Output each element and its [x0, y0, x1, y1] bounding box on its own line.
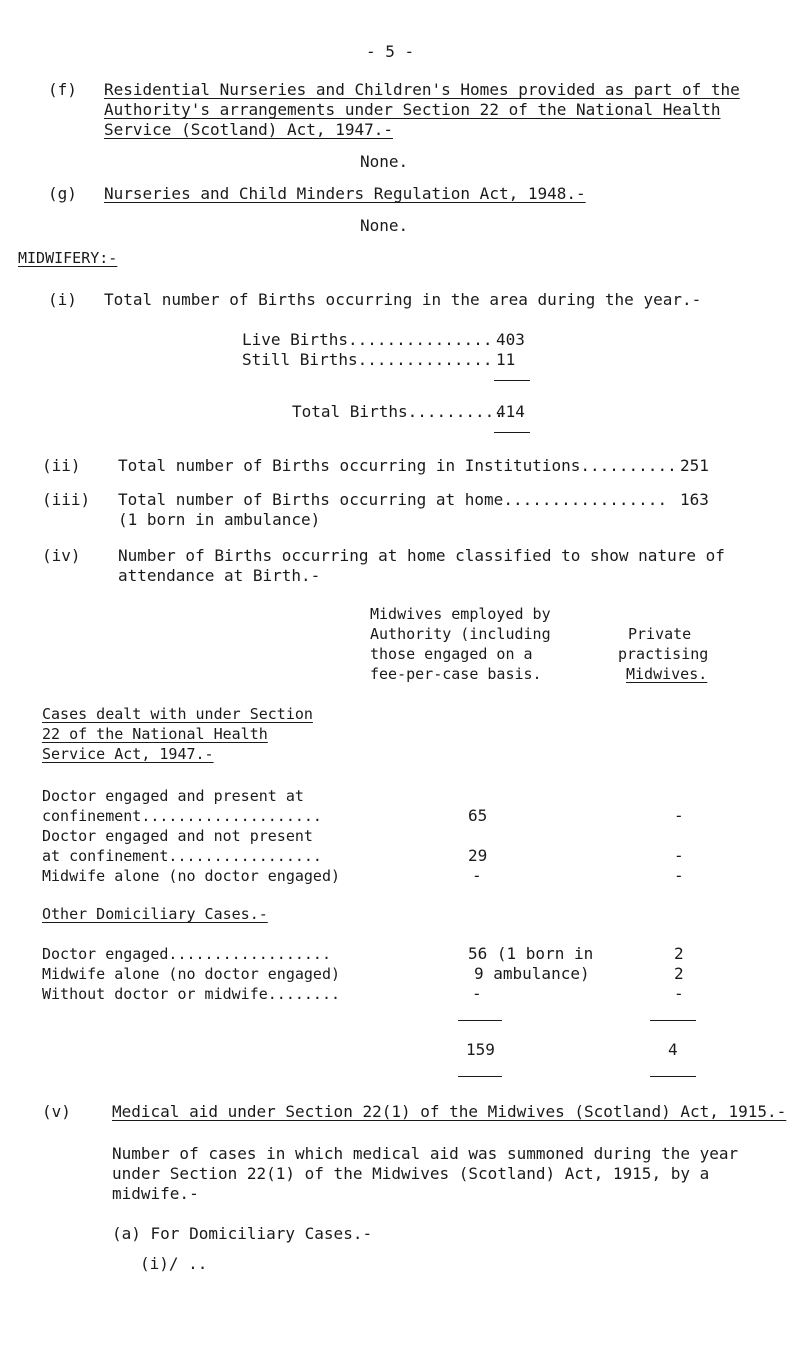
- table-row-label: Doctor engaged..................: [42, 945, 331, 963]
- table-total-col1: 159: [466, 1040, 495, 1059]
- item-iv-text-line-2: attendance at Birth.-: [118, 566, 321, 585]
- item-iii-note: (1 born in ambulance): [118, 510, 321, 529]
- table-row-label: Doctor engaged and not present: [42, 827, 313, 845]
- group1-heading-line-3: Service Act, 1947.-: [42, 745, 214, 763]
- col2-header-line-3: Midwives.: [626, 665, 708, 683]
- table-cell-col1: -: [472, 866, 482, 885]
- item-i-marker: (i): [48, 290, 77, 309]
- col1-header-line-3: those engaged on a: [370, 645, 533, 663]
- item-i-text: Total number of Births occurring in the area during the year.-: [104, 290, 702, 309]
- table-cell-col1: 9 ambulance): [474, 964, 590, 983]
- group1-heading-line-2: 22 of the National Health: [42, 725, 268, 743]
- table-row-label: at confinement.................: [42, 847, 322, 865]
- still-births-value: 11: [496, 350, 516, 369]
- group2-heading: Other Domiciliary Cases.-: [42, 905, 268, 923]
- continuation-marker: (i)/ ..: [140, 1254, 208, 1273]
- col2-header-line-1: Private: [628, 625, 692, 643]
- item-v-marker: (v): [42, 1102, 71, 1121]
- table-cell-col1: 65: [468, 806, 488, 825]
- total-births-label: Total Births..........: [292, 402, 504, 421]
- item-v-sub-a: (a) For Domiciliary Cases.-: [112, 1224, 373, 1243]
- item-iii-value: 163: [680, 490, 709, 509]
- section-g-marker: (g): [48, 184, 77, 203]
- section-f-marker: (f): [48, 80, 77, 99]
- still-births-label: Still Births..............: [242, 350, 493, 369]
- table-cell-col2: 2: [674, 964, 684, 983]
- table-cell-col2: -: [674, 984, 684, 1003]
- group1-heading-line-1: Cases dealt with under Section: [42, 705, 313, 723]
- table-row-label: Doctor engaged and present at: [42, 787, 304, 805]
- item-iv-marker: (iv): [42, 546, 81, 565]
- item-iii-text: Total number of Births occurring at home.................: [118, 490, 668, 509]
- table-cell-col2: -: [674, 806, 684, 825]
- total-births-value: 414: [496, 402, 525, 421]
- section-g-answer: None.: [360, 216, 409, 235]
- page-number: - 5 -: [366, 42, 415, 61]
- births-subtotal-rule: [494, 380, 530, 381]
- item-iii-marker: (iii): [42, 490, 91, 509]
- table-cell-col2: -: [674, 866, 684, 885]
- item-v-heading: Medical aid under Section 22(1) of the Midwives (Scotland) Act, 1915.-: [112, 1102, 787, 1121]
- col1-header-line-4: fee-per-case basis.: [370, 665, 542, 683]
- item-v-text-line-3: midwife.-: [112, 1184, 199, 1203]
- section-f-answer: None.: [360, 152, 409, 171]
- table-total-rule-col1: [458, 1020, 502, 1021]
- table-row-label: Without doctor or midwife........: [42, 985, 341, 1003]
- live-births-value: 403: [496, 330, 525, 349]
- table-total-underline-col2: [650, 1076, 696, 1077]
- table-cell-col1: -: [472, 984, 482, 1003]
- live-births-label: Live Births...............: [242, 330, 493, 349]
- col2-header-line-2: practising: [618, 645, 709, 663]
- section-f-heading-line-1: Residential Nurseries and Children's Homes provided as part of the: [104, 80, 740, 99]
- table-cell-col1: 56 (1 born in: [468, 944, 594, 963]
- table-row-label: confinement....................: [42, 807, 322, 825]
- item-v-text-line-1: Number of cases in which medical aid was summoned during the year: [112, 1144, 739, 1163]
- table-total-col2: 4: [668, 1040, 678, 1059]
- table-cell-col2: 2: [674, 944, 684, 963]
- col1-header-line-2: Authority (including: [370, 625, 551, 643]
- table-row-label: Midwife alone (no doctor engaged): [42, 867, 341, 885]
- table-cell-col2: -: [674, 846, 684, 865]
- table-row-label: Midwife alone (no doctor engaged): [42, 965, 341, 983]
- births-total-rule: [494, 432, 530, 433]
- section-g-heading: Nurseries and Child Minders Regulation Act, 1948.-: [104, 184, 586, 203]
- item-ii-text: Total number of Births occurring in Institutions..........: [118, 456, 677, 475]
- item-v-text-line-2: under Section 22(1) of the Midwives (Scotland) Act, 1915, by a: [112, 1164, 710, 1183]
- table-total-rule-col2: [650, 1020, 696, 1021]
- item-iv-text-line-1: Number of Births occurring at home classified to show nature of: [118, 546, 725, 565]
- section-f-heading-line-2: Authority's arrangements under Section 22 of the National Health: [104, 100, 721, 119]
- col1-header-line-1: Midwives employed by: [370, 605, 551, 623]
- table-cell-col1: 29: [468, 846, 488, 865]
- section-f-heading-line-3: Service (Scotland) Act, 1947.-: [104, 120, 393, 139]
- table-total-underline-col1: [458, 1076, 502, 1077]
- midwifery-heading: MIDWIFERY:-: [18, 249, 118, 267]
- item-ii-value: 251: [680, 456, 709, 475]
- item-ii-marker: (ii): [42, 456, 81, 475]
